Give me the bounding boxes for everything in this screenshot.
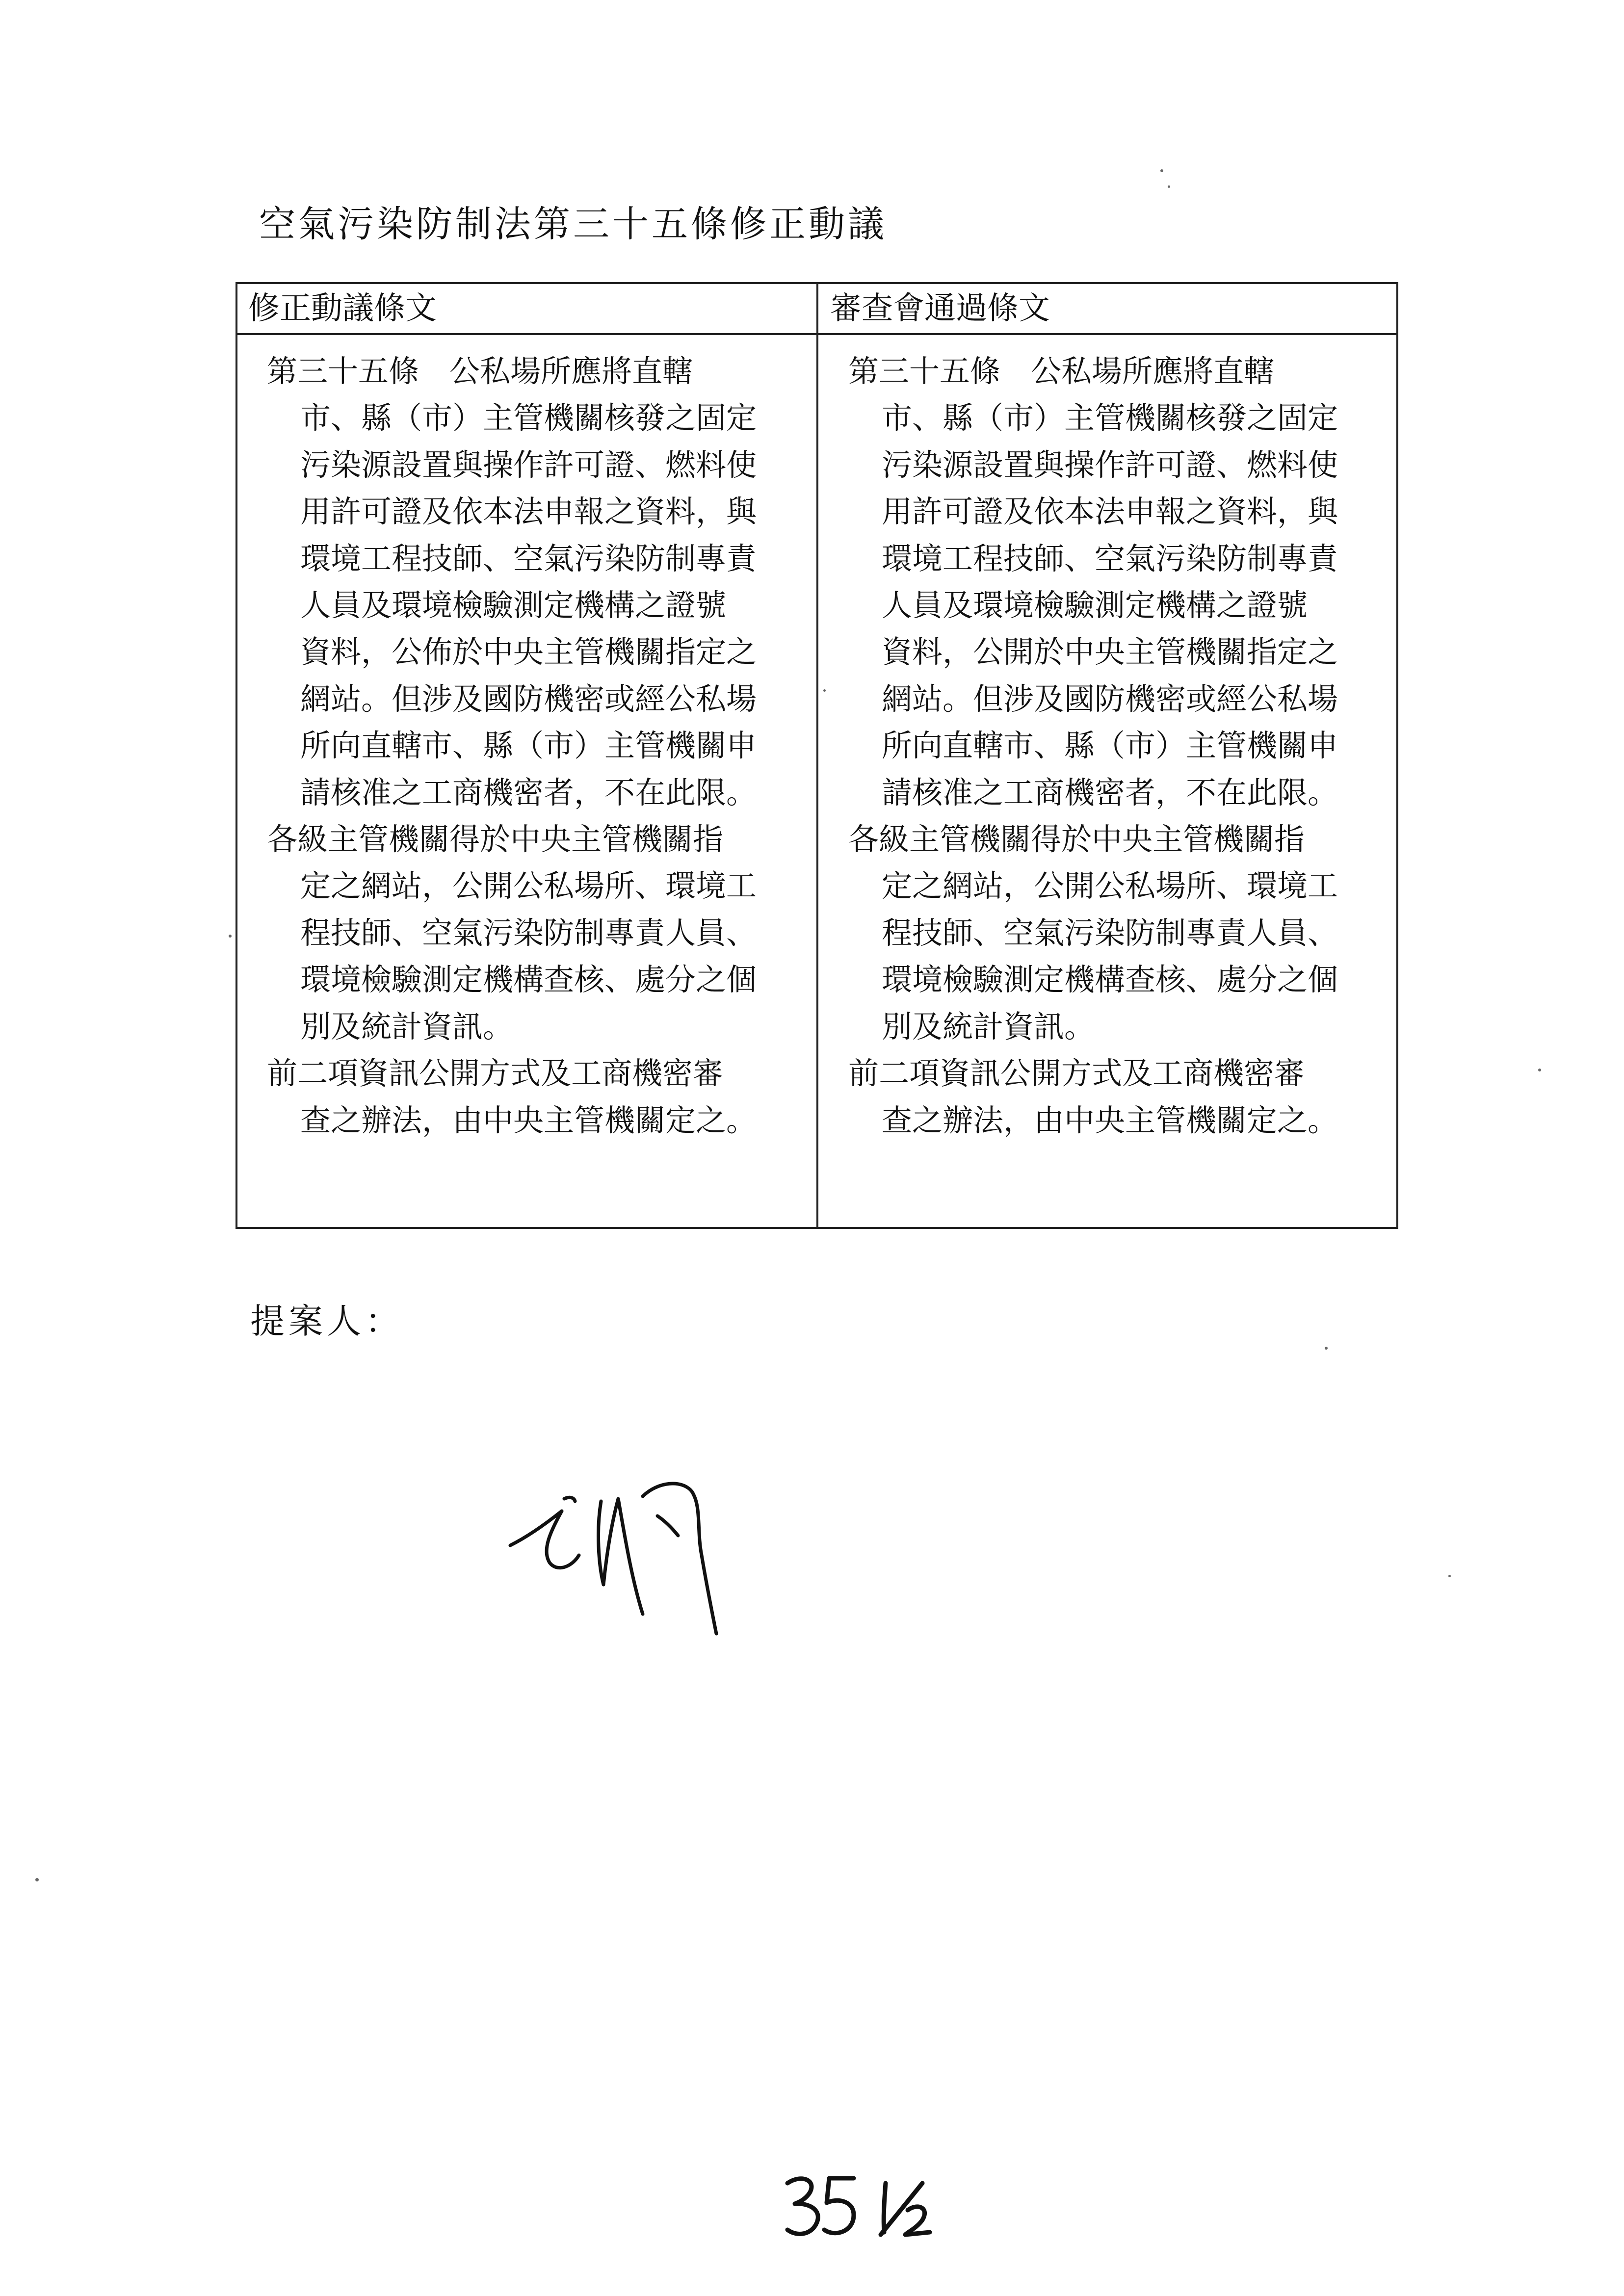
text-line: 所向直轄市、縣（市）主管機關申 bbox=[882, 728, 1338, 764]
left-paragraph-1 bbox=[267, 348, 802, 816]
text-line: 所向直轄市、縣（市）主管機關申 bbox=[300, 728, 757, 764]
text-line: 用許可證及依本法申報之資料，與 bbox=[882, 494, 1338, 530]
text-line: 人員及環境檢驗測定機構之證號 bbox=[300, 587, 727, 624]
text-line: 環境工程技師、空氣污染防制專責 bbox=[300, 540, 757, 576]
text-line: 前二項資訊公開方式及工商機密審 bbox=[848, 1055, 1305, 1092]
text-line: 資料，公佈於中央主管機關指定之 bbox=[300, 634, 757, 670]
scan-speck bbox=[1160, 169, 1163, 172]
scan-speck bbox=[823, 689, 826, 692]
handwritten-signature bbox=[496, 1462, 800, 1639]
text-line: 別及統計資訊。 bbox=[300, 1008, 514, 1044]
text-line: 程技師、空氣污染防制專責人員、 bbox=[882, 914, 1338, 951]
column-divider bbox=[816, 284, 818, 1227]
header-rule bbox=[237, 333, 1396, 335]
text-line: 請核准之工商機密者，不在此限。 bbox=[300, 774, 757, 810]
text-line: 定之網站，公開公私場所、環境工 bbox=[300, 868, 757, 904]
text-line: 查之辦法，由中央主管機關定之。 bbox=[300, 1102, 757, 1138]
text-line: 環境檢驗測定機構查核、處分之個 bbox=[882, 962, 1338, 998]
text-line: 請核准之工商機密者，不在此限。 bbox=[882, 774, 1338, 810]
right-paragraph-3 bbox=[848, 1050, 1383, 1144]
text-line: 定之網站，公開公私場所、環境工 bbox=[882, 868, 1338, 904]
right-paragraph-1 bbox=[848, 348, 1383, 816]
text-line: 人員及環境檢驗測定機構之證號 bbox=[882, 587, 1308, 624]
right-paragraph-2 bbox=[848, 816, 1383, 1050]
right-article-text bbox=[848, 348, 1383, 1144]
scan-speck bbox=[1538, 1069, 1541, 1071]
text-line: 第三十五條 公私場所應將直轄 bbox=[267, 353, 693, 389]
scan-speck bbox=[1168, 185, 1170, 188]
text-line: 各級主管機關得於中央主管機關指 bbox=[848, 821, 1305, 858]
left-article-text bbox=[267, 348, 802, 1144]
text-line: 前二項資訊公開方式及工商機密審 bbox=[267, 1055, 724, 1092]
text-line: 污染源設置與操作許可證、燃料使 bbox=[882, 446, 1338, 483]
text-line: 用許可證及依本法申報之資料，與 bbox=[300, 494, 757, 530]
text-line: 網站。但涉及國防機密或經公私場 bbox=[882, 680, 1338, 717]
comparison-table bbox=[236, 282, 1398, 1229]
text-line: 環境檢驗測定機構查核、處分之個 bbox=[300, 962, 757, 998]
left-paragraph-2 bbox=[267, 816, 802, 1050]
scan-speck bbox=[1325, 1347, 1328, 1350]
text-line: 第三十五條 公私場所應將直轄 bbox=[848, 353, 1275, 389]
text-line: 查之辦法，由中央主管機關定之。 bbox=[882, 1102, 1338, 1138]
document-title: 空氣污染防制法第三十五條修正動議 bbox=[259, 203, 887, 245]
scan-speck bbox=[229, 935, 232, 938]
handwritten-page-number bbox=[775, 2164, 952, 2242]
text-line: 各級主管機關得於中央主管機關指 bbox=[267, 821, 724, 858]
text-line: 資料，公開於中央主管機關指定之 bbox=[882, 634, 1338, 670]
right-column-header: 審查會通過條文 bbox=[830, 290, 1050, 327]
text-line: 程技師、空氣污染防制專責人員、 bbox=[300, 914, 757, 951]
scan-speck bbox=[35, 1878, 39, 1881]
proposer-label: 提案人： bbox=[250, 1301, 403, 1341]
left-paragraph-3 bbox=[267, 1050, 802, 1144]
left-column-header: 修正動議條文 bbox=[248, 290, 437, 327]
text-line: 市、縣（市）主管機關核發之固定 bbox=[882, 400, 1338, 436]
text-line: 網站。但涉及國防機密或經公私場 bbox=[300, 680, 757, 717]
text-line: 市、縣（市）主管機關核發之固定 bbox=[300, 400, 757, 436]
text-line: 環境工程技師、空氣污染防制專責 bbox=[882, 540, 1338, 576]
text-line: 別及統計資訊。 bbox=[882, 1008, 1095, 1044]
scan-speck bbox=[1448, 1575, 1451, 1577]
text-line: 污染源設置與操作許可證、燃料使 bbox=[300, 446, 757, 483]
